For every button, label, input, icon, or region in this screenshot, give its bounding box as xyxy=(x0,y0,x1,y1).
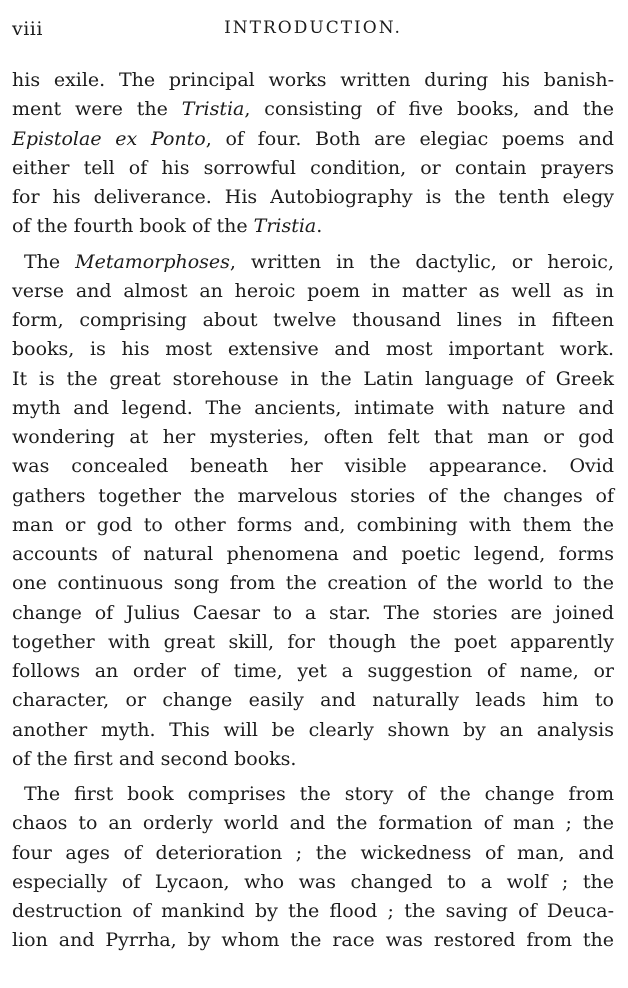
text-line xyxy=(12,716,614,745)
text-run: either tell of his sorrowful condition, or contain prayers xyxy=(12,156,614,179)
text-line xyxy=(12,335,614,364)
paragraph xyxy=(12,248,614,775)
text-line xyxy=(12,897,614,926)
text-line xyxy=(12,154,614,183)
text-line xyxy=(12,839,614,868)
text-run: verse and almost an heroic poem in matter as well as in xyxy=(12,279,614,302)
text-line xyxy=(12,868,614,897)
text-run: of the first and second books. xyxy=(12,747,297,770)
text-run: man or god to other forms and, combining with them the xyxy=(12,513,614,536)
text-line xyxy=(12,926,614,955)
text-line xyxy=(12,125,614,154)
text-line xyxy=(12,540,614,569)
text-line xyxy=(12,482,614,511)
text-line xyxy=(12,277,614,306)
paragraph xyxy=(12,66,614,242)
text-run: another myth. This will be clearly shown by an analysis xyxy=(12,718,614,741)
text-line xyxy=(12,780,614,809)
text-run: change of Julius Caesar to a star. The stories are joined xyxy=(12,601,614,624)
text-run: of the fourth book of the xyxy=(12,215,254,238)
text-run: for his deliverance. His Autobiography is the tenth elegy xyxy=(12,186,614,208)
page-number: viii xyxy=(12,18,43,40)
text-run: destruction of mankind by the flood ; the saving of Deuca- xyxy=(12,900,614,922)
italic-title: Tristia xyxy=(253,215,317,238)
text-line xyxy=(12,365,614,394)
text-run: wondering at her mysteries, often felt that man or god xyxy=(12,426,614,448)
body-text xyxy=(12,66,614,956)
text-line xyxy=(12,394,614,423)
text-line xyxy=(12,628,614,657)
text-run: lion and Pyrrha, by whom the race was restored from the xyxy=(12,929,614,952)
text-run: follows an order of time, yet a suggestion of name, or xyxy=(12,660,614,682)
text-run: . xyxy=(316,215,323,238)
text-run: character, or change easily and naturally leads him to xyxy=(12,689,614,712)
text-run: myth and legend. The ancients, intimate with nature and xyxy=(12,396,614,419)
text-run: chaos to an orderly world and the formation of man ; the xyxy=(12,812,614,835)
text-run: his exile. The principal works written during his banish- xyxy=(12,69,614,91)
text-run: books, is his most extensive and most important work. xyxy=(12,338,614,361)
text-line xyxy=(12,569,614,598)
page-title: INTRODUCTION. xyxy=(224,18,402,38)
text-run: accounts of natural phenomena and poetic legend, forms xyxy=(12,543,614,565)
text-run: It is the great storehouse in the Latin language of Greek xyxy=(12,367,614,390)
text-run: , written in the dactylic, or heroic, xyxy=(229,250,614,273)
text-run: The xyxy=(24,250,76,273)
text-line xyxy=(12,452,614,481)
text-line xyxy=(12,183,614,212)
text-line xyxy=(12,809,614,838)
italic-title: Epistolae ex Ponto xyxy=(12,127,206,150)
text-line xyxy=(12,306,614,335)
text-line xyxy=(12,686,614,715)
italic-title: Metamorphoses xyxy=(75,250,230,273)
text-line xyxy=(12,95,614,124)
text-run: especially of Lycaon, who was changed to a wolf ; the xyxy=(12,870,614,893)
text-line xyxy=(12,745,614,774)
text-run: , consisting of five books, and the xyxy=(244,98,615,121)
paragraph xyxy=(12,780,614,956)
text-run: , of four. Both are elegiac poems and xyxy=(205,127,614,150)
text-run: one continuous song from the creation of the world to the xyxy=(12,572,614,595)
text-line xyxy=(12,212,614,241)
running-head xyxy=(12,18,614,44)
text-run: ment were the xyxy=(12,98,182,121)
text-line xyxy=(12,248,614,277)
text-run: together with great skill, for though the poet apparently xyxy=(12,630,614,653)
text-line xyxy=(12,599,614,628)
text-line xyxy=(12,511,614,540)
italic-title: Tristia xyxy=(181,98,245,121)
text-run: form, comprising about twelve thousand lines in fifteen xyxy=(12,309,614,331)
text-line xyxy=(12,66,614,95)
text-run: four ages of deterioration ; the wickedness of man, and xyxy=(12,841,614,864)
text-run: The first book comprises the story of the change from xyxy=(24,783,614,805)
text-line xyxy=(12,423,614,452)
text-run: was concealed beneath her visible appearance. Ovid xyxy=(12,455,614,478)
text-run: gathers together the marvelous stories of the changes of xyxy=(12,484,614,507)
text-line xyxy=(12,657,614,686)
